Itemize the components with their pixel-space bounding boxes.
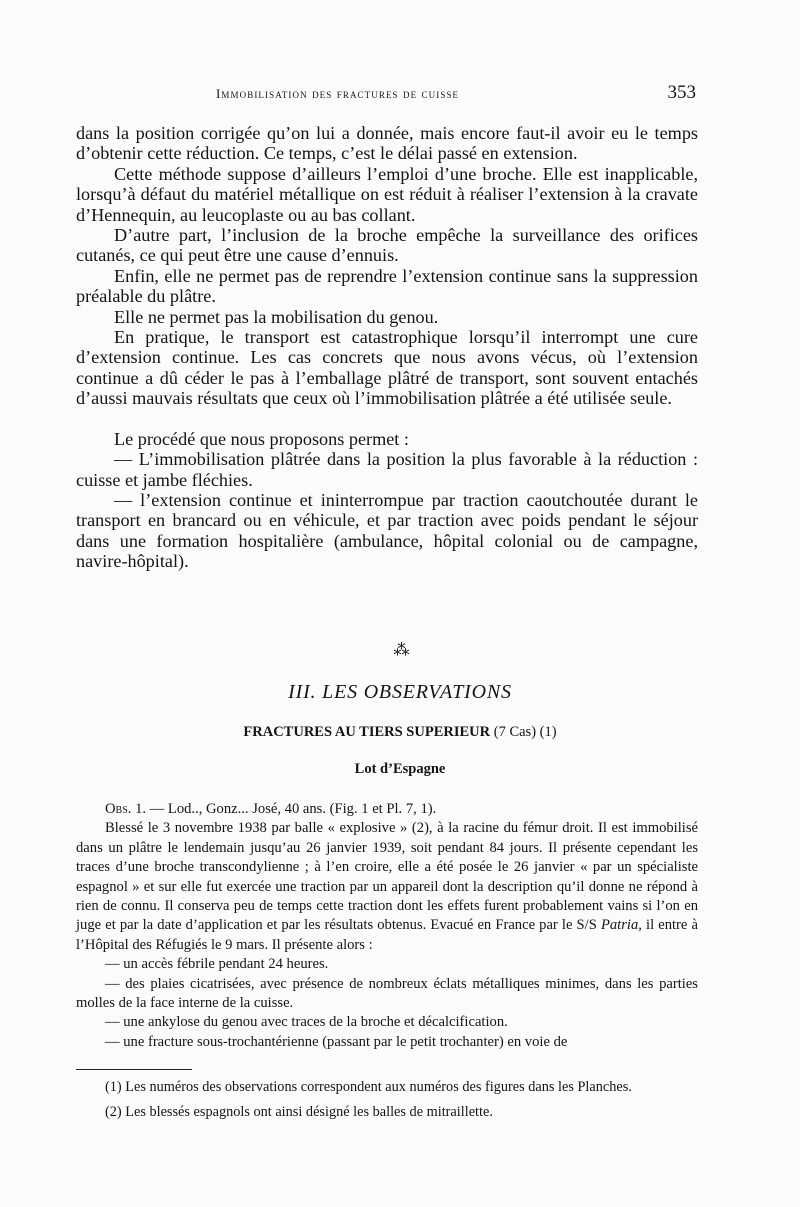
section-title: III. LES OBSERVATIONS — [288, 681, 512, 703]
list-item: — L’immobilisation plâtrée dans la position la plus favorable à la réduction : cuisse et jambe fléchies. — [76, 449, 698, 490]
subsection-heading: FRACTURES AU TIERS SUPERIEUR — [243, 724, 491, 740]
footnote: (2) Les blessés espagnols ont ainsi désigné les balles de mitraillette. — [105, 1104, 493, 1121]
running-title: Immobilisation des fractures de cuisse — [216, 86, 460, 101]
footnote: (1) Les numéros des observations correspondent aux numéros des figures dans les Planches. — [105, 1079, 632, 1095]
body-text — [76, 123, 698, 572]
observation-text: Blessé le 3 novembre 1938 par balle « explosive » (2), à la racine du fémur droit. Il est immobilisé dans un plâtre le lendemain jusqu’au 26 janvier 1939, soit pendant 84 jours. Il présente cependant les traces d’une broche transcondylienne ; à l’en croire, elle a été posée le 26 janvier « par un spécialiste espagnol » et sur elle fut exercée une traction par un appareil dont la description qu’il donne ne répond à rien de connu. Il conserva peu de temps cette traction dont les effets furent probablement vains si l’on en juge et par la date d’application et par les résultats obtenus. Evacué en France par le S/S Patria, il entre à l’Hôpital des Réfugiés le 9 mars. Il présente alors : — [76, 820, 698, 953]
paragraph: D’autre part, l’inclusion de la broche empêche la surveillance des orifices cutanés, ce qui peut être une cause d’ennuis. — [76, 225, 698, 266]
paragraph: Cette méthode suppose d’ailleurs l’emploi d’une broche. Elle est inapplicable, lorsqu’à défaut du matériel métallique on est réduit à réaliser l’extension à la cravate d’Hennequin, au leucoplaste ou au bas collant. — [76, 163, 698, 225]
paragraph: Le procédé que nous proposons permet : — [114, 428, 409, 449]
observation-item: — une ankylose du genou avec traces de la broche et décalcification. — [105, 1014, 508, 1031]
observation-heading: Obs. 1. — Lod.., Gonz... José, 40 ans. (Fig. 1 et Pl. 7, 1). — [105, 801, 437, 817]
page-header — [76, 82, 698, 106]
case-count: (7 Cas) — [493, 724, 537, 740]
paragraph: En pratique, le transport est catastrophique lorsqu’il interrompt une cure d’extension continue. Les cas concrets que nous avons vécus, où l’extension continue a dû céder le pas à l’emballage plâtré de transport, sont souvent entachés d’aussi mauvais résultats que ceux où l’immobilisation plâtrée a été utilisée seule. — [76, 327, 698, 409]
group-title: Lot d’Espagne — [354, 761, 446, 777]
observation-item: — un accès fébrile pendant 24 heures. — [105, 956, 329, 973]
asterism-divider: ⁂ — [393, 640, 407, 659]
paragraph: Elle ne permet pas la mobilisation du genou. — [114, 306, 439, 327]
observation-label: Obs. 1. — [105, 801, 147, 817]
ship-name: Patria — [600, 917, 639, 934]
footnotes — [76, 1078, 698, 1122]
observation-item: — des plaies cicatrisées, avec présence de nombreux éclats métalliques minimes, dans les parties molles de la face interne de la cuisse. — [76, 975, 698, 1012]
paragraph: dans la position corrigée qu’on lui a donnée, mais encore faut-il avoir eu le temps d’obtenir cette réduction. Ce temps, c’est le délai passé en extension. — [76, 123, 698, 164]
list-item: — l’extension continue et ininterrompue par traction caoutchoutée durant le transport en brancard ou en véhicule, et par traction avec poids pendant le séjour dans une formation hospitalière (ambulance, hôpital colonial ou de campagne, navire-hôpital). — [76, 489, 698, 572]
subsection-title — [0, 724, 800, 741]
paragraph: Enfin, elle ne permet pas de reprendre l’extension continue sans la suppression préalable du plâtre. — [76, 265, 698, 307]
footnote-ref: (1) — [539, 724, 557, 740]
page-number: 353 — [667, 82, 696, 103]
observation — [76, 800, 698, 1052]
observation-item: — une fracture sous-trochantérienne (passant par le petit trochanter) en voie de — [105, 1033, 568, 1050]
footnote-divider — [76, 1069, 192, 1070]
